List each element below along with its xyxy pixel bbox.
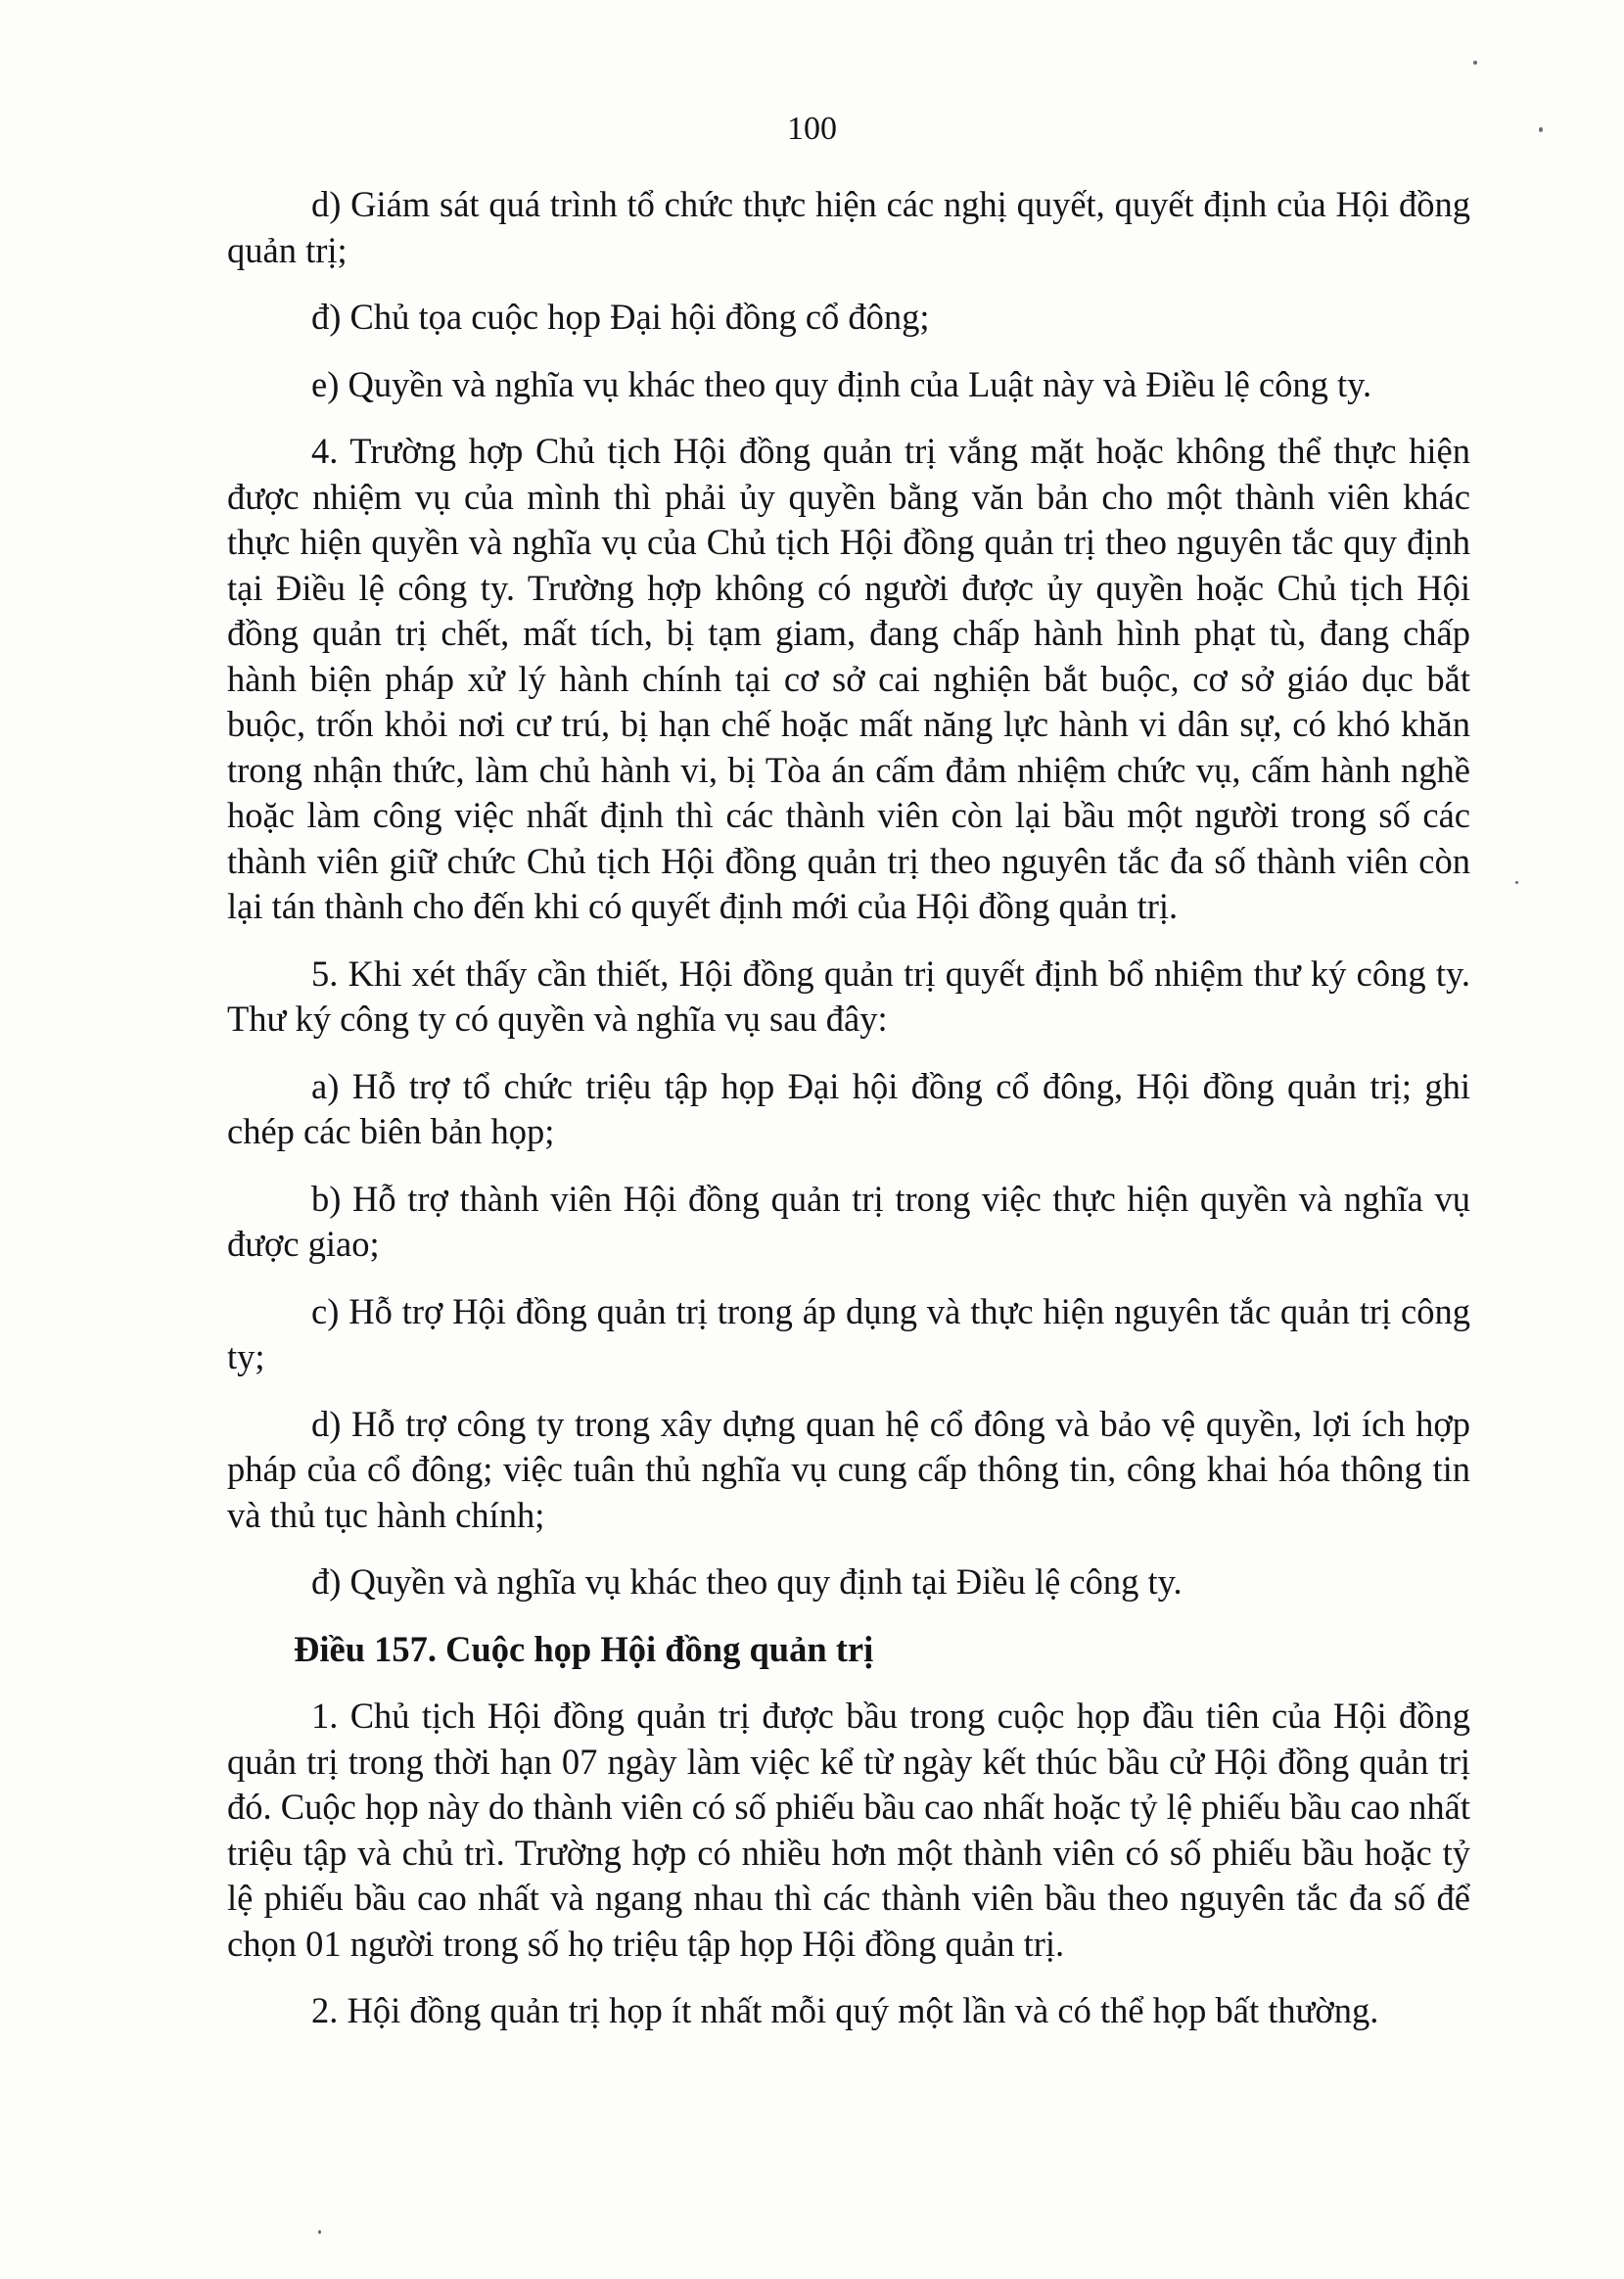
paragraph-3d: d) Giám sát quá trình tổ chức thực hiện các nghị quyết, quyết định của Hội đồng quản trị; (227, 184, 1470, 270)
article-heading: Điều 157. Cuộc họp Hội đồng quản trị (294, 1628, 874, 1669)
scan-speck (1515, 881, 1518, 884)
paragraph-5a: a) Hỗ trợ tổ chức triệu tập họp Đại hội đồng cổ đông, Hội đồng quản trị; ghi chép các biên bản họp; (227, 1065, 1470, 1151)
paragraph-5c: c) Hỗ trợ Hội đồng quản trị trong áp dụng và thực hiện nguyên tắc quản trị công ty; (227, 1290, 1470, 1376)
scan-speck (1473, 61, 1477, 65)
paragraph-3e: e) Quyền và nghĩa vụ khác theo quy định của Luật này và Điều lệ công ty. (311, 363, 1372, 404)
paragraph-4: 4. Trường hợp Chủ tịch Hội đồng quản trị vắng mặt hoặc không thể thực hiện được nhiệm vụ của mình thì phải ủy quyền bằng văn bản cho một thành viên khác thực hiện quyền và nghĩa vụ của Chủ tịch Hội đồng quản trị theo nguyên tắc quy định tại Điều lệ công ty. Trường hợp không có người được ủy quyền hoặc Chủ tịch Hội đồng quản trị chết, mất tích, bị tạm giam, đang chấp hành hình phạt tù, đang chấp hành biện pháp xử lý hành chính tại cơ sở cai nghiện bắt buộc, cơ sở giáo dục bắt buộc, trốn khỏi nơi cư trú, bị hạn chế hoặc mất năng lực hành vi dân sự, có khó khăn trong nhận thức, làm chủ hành vi, bị Tòa án cấm đảm nhiệm chức vụ, cấm hành nghề hoặc làm công việc nhất định thì các thành viên còn lại bầu một người trong số các thành viên giữ chức Chủ tịch Hội đồng quản trị theo nguyên tắc đa số thành viên còn lại tán thành cho đến khi có quyết định mới của Hội đồng quản trị. (227, 431, 1470, 926)
paragraph-5b: b) Hỗ trợ thành viên Hội đồng quản trị trong việc thực hiện quyền và nghĩa vụ được giao; (227, 1178, 1470, 1264)
scan-speck (318, 2230, 321, 2234)
document-body (227, 182, 1470, 2056)
paragraph-5dd: đ) Quyền và nghĩa vụ khác theo quy định tại Điều lệ công ty. (311, 1561, 1183, 1602)
article-paragraph-2: 2. Hội đồng quản trị họp ít nhất mỗi quý một lần và có thể họp bất thường. (311, 1990, 1379, 2030)
paragraph-3dd: đ) Chủ tọa cuộc họp Đại hội đồng cổ đông; (311, 297, 930, 337)
page-number: 100 (787, 111, 837, 147)
paragraph-5: 5. Khi xét thấy cần thiết, Hội đồng quản trị quyết định bổ nhiệm thư ký công ty. Thư ký công ty có quyền và nghĩa vụ sau đây: (227, 953, 1470, 1039)
scan-speck (1539, 127, 1543, 132)
paragraph-5d: d) Hỗ trợ công ty trong xây dựng quan hệ cổ đông và bảo vệ quyền, lợi ích hợp pháp của cổ đông; việc tuân thủ nghĩa vụ cung cấp thông tin, công khai hóa thông tin và thủ tục hành chính; (227, 1403, 1470, 1535)
article-paragraph-1: 1. Chủ tịch Hội đồng quản trị được bầu trong cuộc họp đầu tiên của Hội đồng quản trị trong thời hạn 07 ngày làm việc kể từ ngày kết thúc bầu cử Hội đồng quản trị đó. Cuộc họp này do thành viên có số phiếu bầu cao nhất hoặc tỷ lệ phiếu bầu cao nhất triệu tập và chủ trì. Trường hợp có nhiều hơn một thành viên có số phiếu bầu hoặc tỷ lệ phiếu bầu cao nhất và ngang nhau thì các thành viên bầu theo nguyên tắc đa số để chọn 01 người trong số họ triệu tập họp Hội đồng quản trị. (227, 1696, 1470, 1964)
